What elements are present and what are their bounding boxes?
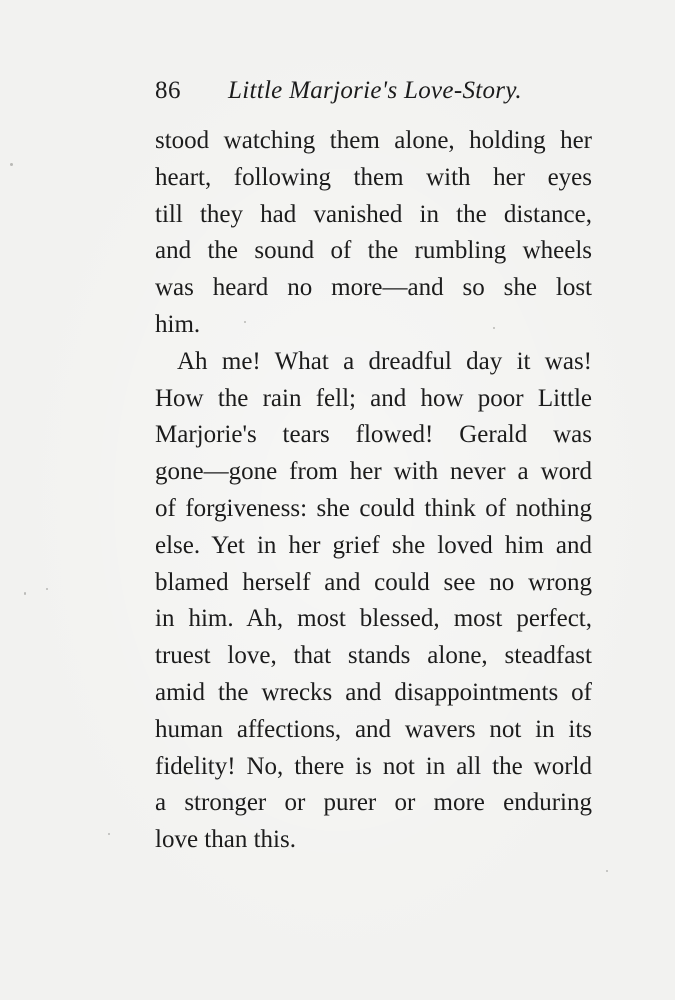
text-line: was heard no more—and so she lost — [155, 274, 592, 302]
text-line: fidelity! No, there is not in all the world — [155, 752, 592, 780]
text-line: Ah me! What a dreadful day it was! — [177, 347, 592, 375]
text-line: gone—gone from her with never a word — [155, 458, 592, 486]
text-line: human affections, and wavers not in its — [155, 715, 592, 743]
body-text — [155, 123, 592, 859]
running-title: Little Marjorie's Love-Story. — [228, 77, 522, 104]
text-line: in him. Ah, most blessed, most perfect, — [155, 605, 592, 633]
paragraph — [155, 344, 592, 859]
paper-speck — [10, 163, 13, 166]
paper-speck — [46, 588, 48, 590]
page-number: 86 — [155, 77, 181, 104]
text-line: blamed herself and could see no wrong — [155, 568, 592, 596]
paper-speck — [493, 327, 495, 329]
paper-speck — [24, 592, 26, 595]
text-line: him. — [155, 310, 201, 338]
text-line: till they had vanished in the distance, — [155, 200, 592, 228]
text-line: of forgiveness: she could think of nothing — [155, 494, 592, 522]
text-line: stood watching them alone, holding her — [155, 127, 592, 154]
text-line: a stronger or purer or more enduring — [155, 789, 592, 817]
text-line: Marjorie's tears flowed! Gerald was — [155, 421, 592, 449]
text-line: How the rain fell; and how poor Little — [155, 384, 592, 412]
paper-speck — [606, 870, 608, 872]
text-line: love than this. — [155, 826, 296, 854]
text-line: and the sound of the rumbling wheels — [155, 237, 592, 265]
paper-speck — [108, 833, 110, 835]
paragraph — [155, 123, 592, 344]
text-line: else. Yet in her grief she loved him and — [155, 531, 592, 559]
paper-speck — [244, 321, 246, 323]
text-line: heart, following them with her eyes — [155, 163, 592, 191]
running-head — [155, 74, 595, 108]
text-line: truest love, that stands alone, steadfast — [155, 642, 592, 670]
text-line: amid the wrecks and disappointments of — [155, 678, 592, 706]
